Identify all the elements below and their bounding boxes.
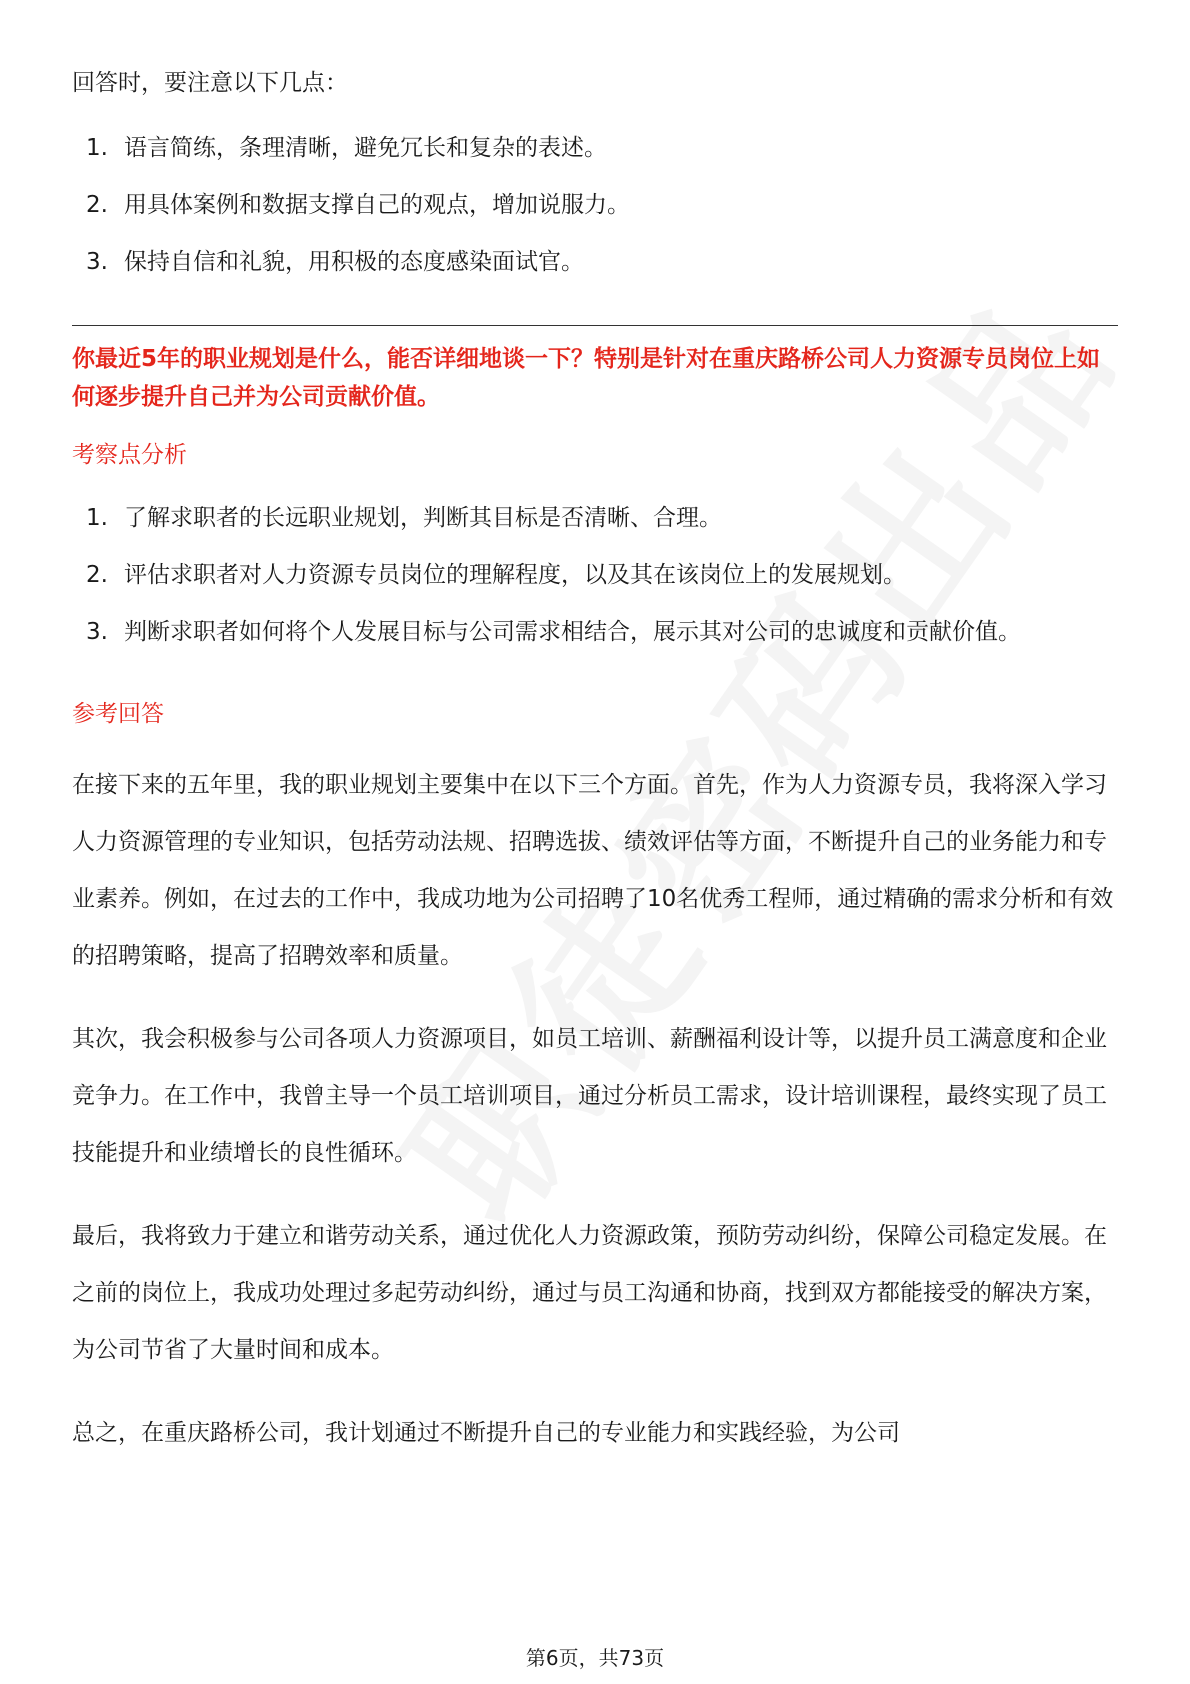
- page-content: [72, 55, 1118, 1462]
- list-item: [72, 234, 1118, 291]
- list-item: [72, 604, 1118, 661]
- list-item: [72, 490, 1118, 547]
- list-number: 3.: [86, 619, 108, 645]
- list-item: [72, 177, 1118, 234]
- list-text: 评估求职者对人力资源专员岗位的理解程度，以及其在该岗位上的发展规划。: [124, 562, 906, 588]
- answer-paragraph: 在接下来的五年里，我的职业规划主要集中在以下三个方面。首先，作为人力资源专员，我将深入学习人力资源管理的专业知识，包括劳动法规、招聘选拔、绩效评估等方面，不断提升自己的业务能力和专业素养。例如，在过去的工作中，我成功地为公司招聘了10名优秀工程师，通过精确的需求分析和有效的招聘策略，提高了招聘效率和质量。: [72, 772, 1114, 969]
- list-number: 2.: [86, 192, 108, 218]
- list-text: 了解求职者的长远职业规划，判断其目标是否清晰、合理。: [124, 505, 722, 531]
- answer-paragraph: 其次，我会积极参与公司各项人力资源项目，如员工培训、薪酬福利设计等，以提升员工满意度和企业竞争力。在工作中，我曾主导一个员工培训项目，通过分析员工需求，设计培训课程，最终实现了员工技能提升和业绩增长的良性循环。: [72, 1026, 1107, 1166]
- list-number: 1.: [86, 135, 108, 161]
- page-number-footer: 第6页，共73页: [525, 1646, 665, 1670]
- analysis-heading: 考察点分析: [72, 442, 187, 468]
- intro-text: 回答时，要注意以下几点：: [72, 70, 348, 96]
- answer-heading: 参考回答: [72, 701, 164, 727]
- list-number: 2.: [86, 562, 108, 588]
- list-text: 保持自信和礼貌，用积极的态度感染面试官。: [124, 249, 584, 275]
- list-text: 判断求职者如何将个人发展目标与公司需求相结合，展示其对公司的忠诚度和贡献价值。: [124, 619, 1021, 645]
- answer-paragraph: 最后，我将致力于建立和谐劳动关系，通过优化人力资源政策，预防劳动纠纷，保障公司稳定发展。在之前的岗位上，我成功处理过多起劳动纠纷，通过与员工沟通和协商，找到双方都能接受的解决方案，为公司节省了大量时间和成本。: [72, 1223, 1107, 1363]
- list-number: 3.: [86, 249, 108, 275]
- list-item: [72, 120, 1118, 177]
- answer-paragraph: 总之，在重庆路桥公司，我计划通过不断提升自己的专业能力和实践经验，为公司: [72, 1420, 900, 1446]
- list-text: 用具体案例和数据支撑自己的观点，增加说服力。: [124, 192, 630, 218]
- divider: [72, 325, 1118, 326]
- tips-list: [72, 120, 1118, 291]
- list-item: [72, 547, 1118, 604]
- analysis-list: [72, 490, 1118, 661]
- question-title: 你最近5年的职业规划是什么，能否详细地谈一下？特别是针对在重庆路桥公司人力资源专员岗位上如何逐步提升自己并为公司贡献价值。: [72, 346, 1101, 410]
- list-number: 1.: [86, 505, 108, 531]
- list-text: 语言简练，条理清晰，避免冗长和复杂的表述。: [124, 135, 607, 161]
